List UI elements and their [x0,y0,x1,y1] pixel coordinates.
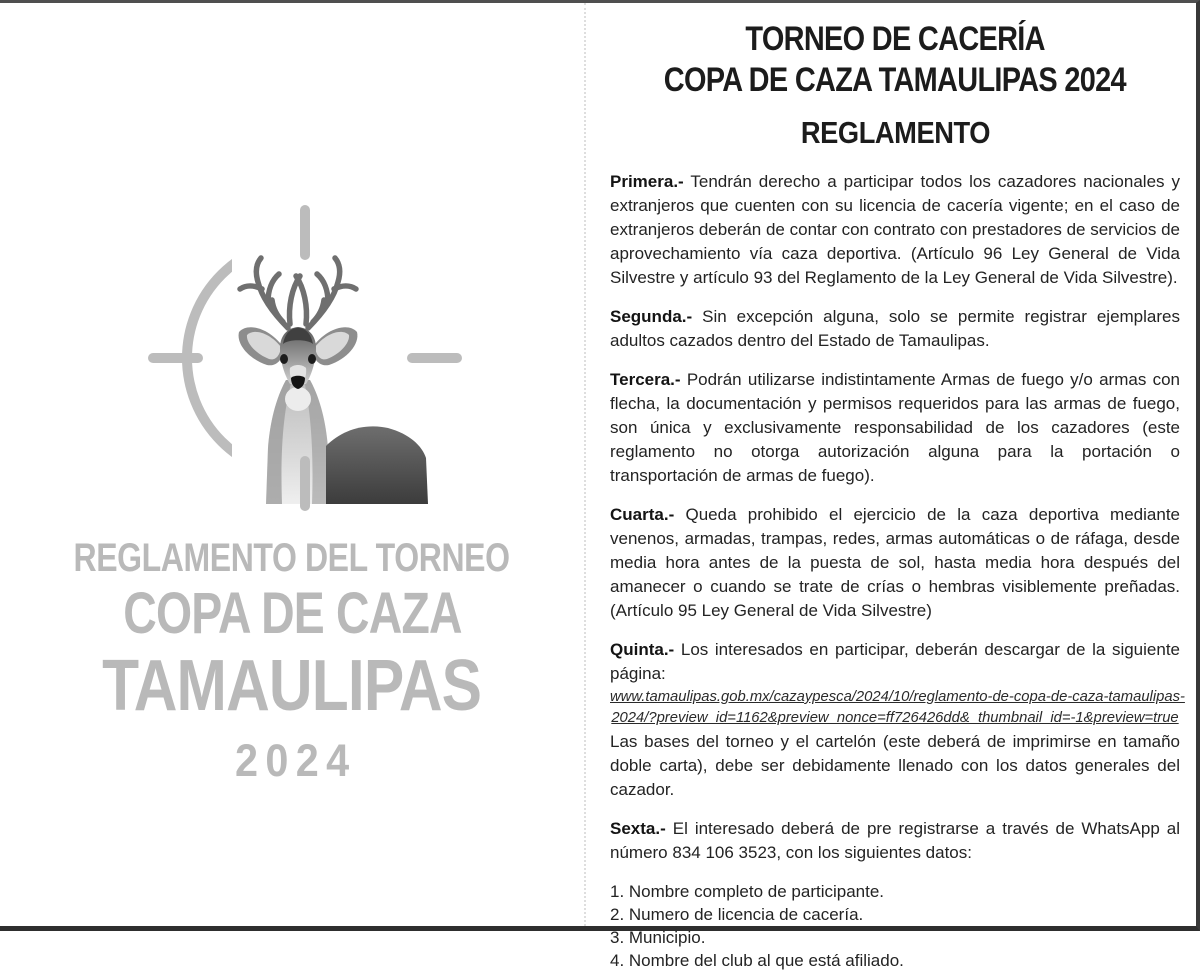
clause-lead: Quinta.- [610,640,675,659]
clause-text: Tendrán derecho a participar todos los cazadores nacionales y extranjeros que cuenten con su licencia de cacería vigente; en el caso de extranjeros deberán de contar con contrato con prestadores de servicios de aprovechamiento vía caza deportiva. (Artículo 96 Ley General de Vida Silvestre y artículo 93 del Reglamento de la Ley General de Vida Silvestre). [610,172,1181,287]
clause-text: Queda prohibido el ejercicio de la caza deportiva mediante venenos, armadas, trampas, redes, armas automáticas o de ráfaga, desde media hora antes de la puesta de sol, hasta media hora después del amanecer o cuando se trate de crías o hembras visiblemente preñadas. (Artículo 95 Ley General de Vida Silvestre) [610,505,1180,620]
preregistration-data-list [610,880,1180,972]
clause-lead: Primera.- [610,172,684,191]
title-line-2: COPA DE CAZA TAMAULIPAS 2024 [663,61,1127,99]
clause-sexta [610,817,1180,865]
list-item: 2. Numero de licencia de cacería. [610,905,864,924]
clause-text: Podrán utilizarse indistintamente Armas de fuego y/o armas con flecha, la documentación y permisos requeridos para las armas de fuego, son única y exclusivamente responsabilidad de los cazadores (este reglamento no otorga autorización alguna para la portación o transportación de armas de fuego). [610,370,1180,485]
wordmark-line-3: TAMAULIPAS [102,646,482,726]
list-item: 4. Nombre del club al que está afiliado. [610,951,904,970]
regulation-pane [586,3,1196,970]
wordmark-line-1: REGLAMENTO DEL TORNEO [73,536,511,580]
cover-wordmark [0,537,584,796]
clause-text: Los interesados en participar, deberán descargar de la siguiente página: [610,640,1180,683]
clause-quinta [610,638,1180,686]
list-item: 1. Nombre completo de participante. [610,882,885,901]
clause-primera [610,170,1180,290]
registration-url-link[interactable] [610,687,1185,729]
clause-segunda [610,305,1180,353]
clause-lead: Segunda.- [610,307,693,326]
clause-quinta-continuation [610,730,1180,802]
clause-text: Las bases del torneo y el cartelón (este deberá de imprimirse en tamaño doble carta), debe ser debidamente llenado con los datos generales del cazador. [610,732,1180,799]
document-title [610,22,1180,104]
document-subtitle: REGLAMENTO [800,115,990,150]
url-line-2[interactable]: 2024/?preview_id=1162&preview_nonce=ff726426dd&_thumbnail_id=-1&preview=true [611,710,1179,726]
clause-lead: Sexta.- [610,819,666,838]
deer-crosshair-logo [150,196,462,512]
clause-tercera [610,368,1180,488]
url-line-1[interactable]: www.tamaulipas.gob.mx/cazaypesca/2024/10/reglamento-de-copa-de-caza-tamaulipas- [610,689,1185,705]
title-line-1: TORNEO DE CACERÍA [745,20,1045,58]
clause-text: El interesado deberá de pre registrarse a través de WhatsApp al número 834 106 3523, con los siguientes datos: [610,819,1180,862]
clause-cuarta [610,503,1180,623]
list-item: 3. Municipio. [610,928,706,947]
cover-pane [0,3,584,926]
wordmark-line-2: COPA DE CAZA [122,581,462,646]
clause-lead: Cuarta.- [610,505,675,524]
wordmark-line-4: 2024 [234,735,357,786]
download-url-block [610,687,1185,729]
clause-text: Sin excepción alguna, solo se permite registrar ejemplares adultos cazados dentro del Estado de Tamaulipas. [610,307,1180,350]
clause-lead: Tercera.- [610,370,681,389]
